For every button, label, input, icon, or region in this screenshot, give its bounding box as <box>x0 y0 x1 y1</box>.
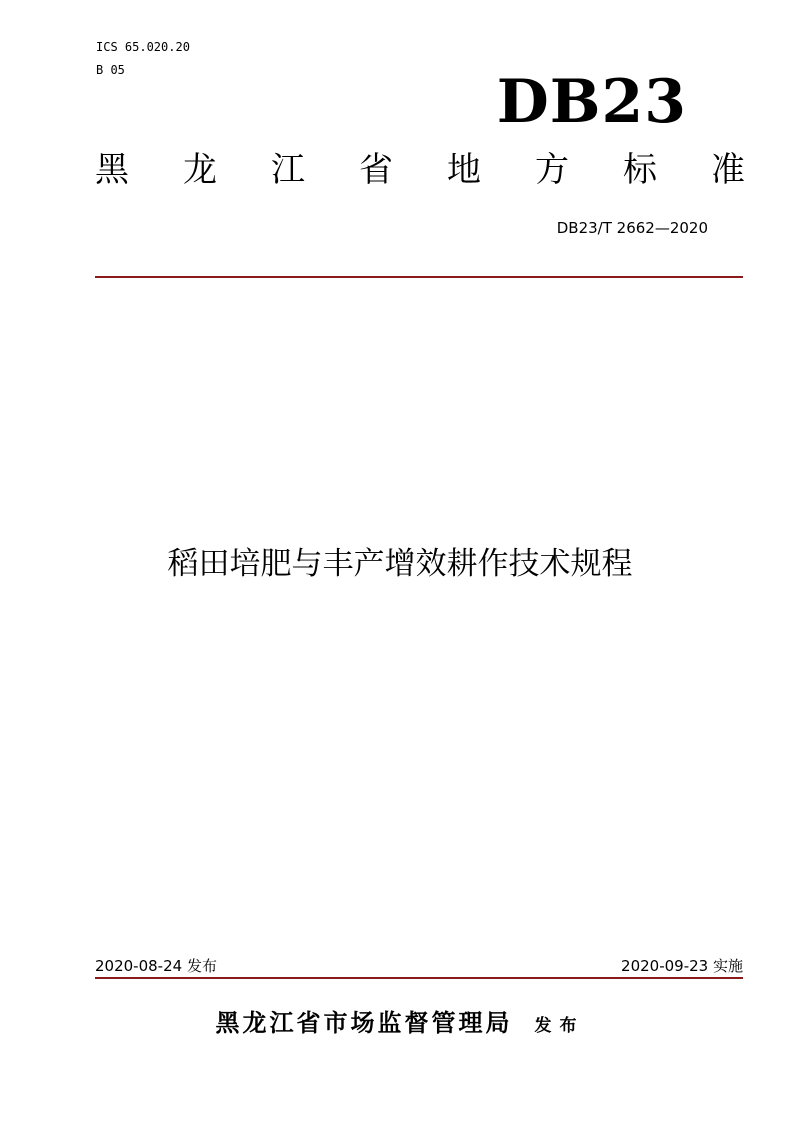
issuer-suffix: 发布 <box>534 1016 585 1036</box>
standard-type-char: 准 <box>711 150 745 190</box>
publish-date: 2020-08-24 发布 <box>95 957 217 975</box>
standard-type-char: 省 <box>359 150 393 190</box>
implement-date: 2020-09-23 实施 <box>621 957 743 975</box>
db23-logo: DB23 <box>496 67 687 137</box>
standard-type-char: 江 <box>271 150 305 190</box>
header-divider <box>95 276 743 278</box>
issuer-name: 黑龙江省市场监督管理局 <box>215 1009 513 1037</box>
standard-type-char: 地 <box>447 150 481 190</box>
standard-type-char: 黑 <box>95 150 129 190</box>
standard-code: DB23/T 2662—2020 <box>556 219 708 237</box>
standard-type-char: 标 <box>623 150 657 190</box>
ics-code: ICS 65.020.20 <box>96 40 190 54</box>
standard-type-char: 方 <box>535 150 569 190</box>
standard-type-char: 龙 <box>183 150 217 190</box>
ccs-code: B 05 <box>96 63 125 77</box>
issuer-line <box>0 1006 800 1043</box>
standard-type-title <box>95 148 745 192</box>
document-title: 稻田培肥与丰产增效耕作技术规程 <box>167 546 633 582</box>
footer-divider <box>95 977 743 979</box>
